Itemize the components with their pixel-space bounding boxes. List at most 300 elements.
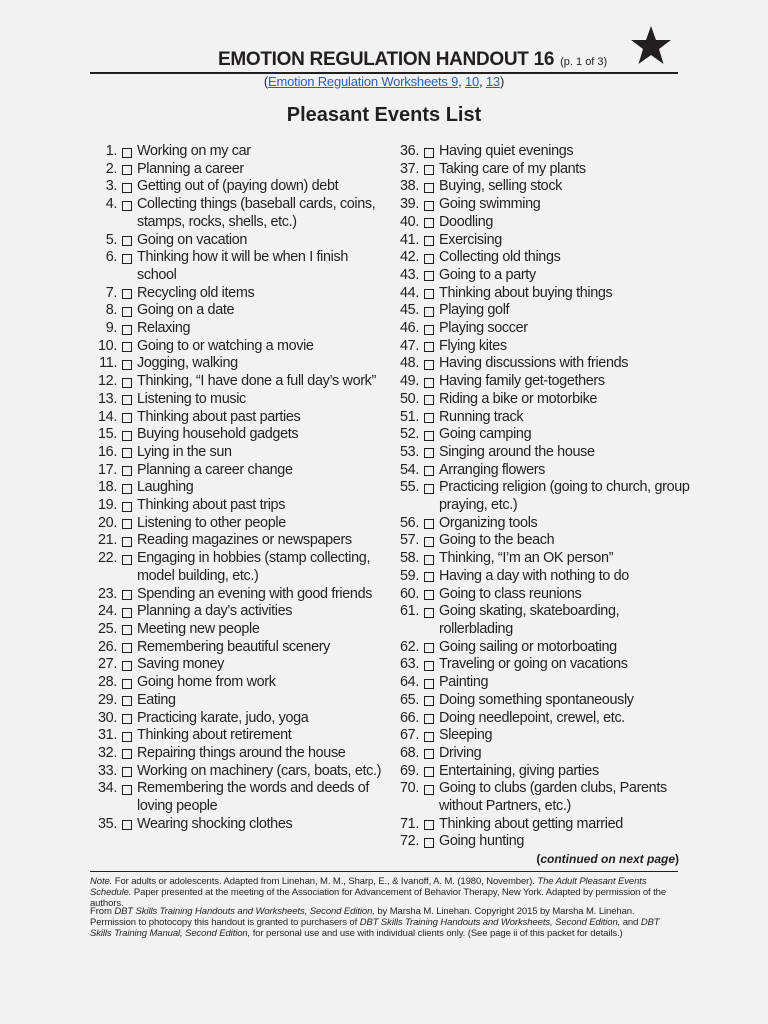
worksheet-link-10[interactable]: 10 (464, 74, 480, 89)
item-label: Planning a career (137, 160, 244, 177)
list-item (88, 780, 388, 815)
item-number: 20. (98, 514, 117, 531)
checkbox-icon[interactable] (424, 714, 434, 724)
item-label: Repairing things around the house (137, 744, 346, 761)
item-label: Eating (137, 691, 176, 708)
list-item (88, 745, 388, 763)
list-item (88, 550, 388, 585)
checkbox-icon[interactable] (122, 820, 132, 830)
copyright-i3: DBT Skills Training Manual, Second Edition, (90, 917, 660, 939)
checkbox-icon[interactable] (424, 165, 434, 175)
checkbox-icon[interactable] (122, 413, 132, 423)
item-number: 57. (400, 532, 419, 549)
checkbox-icon[interactable] (122, 502, 132, 512)
item-number: 71. (400, 815, 419, 832)
list-item (390, 515, 690, 533)
checkbox-icon[interactable] (424, 749, 434, 759)
item-label: Practicing karate, judo, yoga (137, 709, 309, 726)
item-label: Lying in the sun (137, 443, 232, 460)
item-label: Doing something spontaneously (439, 691, 634, 708)
item-number: 70. (400, 780, 419, 797)
item-label: Reading magazines or newspapers (137, 532, 352, 549)
list-item (390, 656, 690, 674)
list-item (390, 568, 690, 586)
item-label: Thinking about buying things (439, 284, 613, 301)
checkbox-icon[interactable] (424, 271, 434, 281)
worksheet-references (0, 74, 768, 89)
list-item (88, 161, 388, 179)
checkbox-icon[interactable] (424, 183, 434, 193)
list-item (390, 302, 690, 320)
list-item (88, 143, 388, 161)
item-number: 72. (400, 833, 419, 850)
item-number: 8. (105, 302, 117, 319)
handout-header (90, 46, 678, 74)
page-indicator: (p. 1 of 3) (560, 56, 608, 68)
item-label: Running track (439, 408, 524, 425)
list-item (390, 249, 690, 267)
item-label: Taking care of my plants (439, 160, 586, 177)
item-number: 59. (400, 567, 419, 584)
list-item (390, 196, 690, 214)
item-number: 27. (98, 656, 117, 673)
item-label: Thinking how it will be when I finish school (137, 249, 349, 283)
item-label: Playing soccer (439, 320, 528, 337)
events-list-right (390, 143, 690, 851)
checkbox-icon[interactable] (424, 307, 434, 317)
item-label: Going home from work (137, 674, 276, 691)
item-number: 23. (98, 585, 117, 602)
item-number: 56. (400, 514, 419, 531)
list-item (88, 391, 388, 409)
list-item (390, 745, 690, 763)
checkbox-icon[interactable] (424, 378, 434, 388)
continued-text: continued on next page (540, 852, 675, 866)
checkbox-icon[interactable] (424, 254, 434, 264)
refs-open: ( (263, 74, 269, 89)
list-item (390, 586, 690, 604)
item-number: 28. (98, 674, 117, 691)
checkbox-icon[interactable] (122, 679, 132, 689)
item-label: Going hunting (439, 833, 525, 850)
checkbox-icon[interactable] (122, 254, 132, 264)
checkbox-icon[interactable] (122, 519, 132, 529)
checkbox-icon[interactable] (122, 236, 132, 246)
item-number: 9. (105, 320, 117, 337)
list-item (390, 603, 690, 638)
copyright-t3: and (620, 917, 641, 928)
item-number: 64. (400, 674, 419, 691)
list-item (390, 355, 690, 373)
item-label: Going to the beach (439, 532, 555, 549)
note-italic: The Adult Pleasant Events Schedule. (90, 876, 647, 898)
checkbox-icon[interactable] (424, 289, 434, 299)
item-label: Buying household gadgets (137, 426, 299, 443)
item-number: 35. (98, 815, 117, 832)
item-number: 46. (400, 320, 419, 337)
checkbox-icon[interactable] (122, 378, 132, 388)
checkbox-icon[interactable] (424, 431, 434, 441)
item-label: Recycling old items (137, 284, 255, 301)
item-label: Having a day with nothing to do (439, 567, 629, 584)
copyright-t4: for personal use and use with individual clients only. (See page ii of this packet for details.) (250, 928, 623, 939)
checkbox-icon[interactable] (424, 555, 434, 565)
checkbox-icon[interactable] (424, 413, 434, 423)
list-item (390, 338, 690, 356)
item-label: Collecting things (baseball cards, coins, stamps, rocks, shells, etc.) (137, 196, 376, 230)
item-number: 22. (98, 550, 117, 567)
item-label: Thinking, “I have done a full day’s work” (137, 373, 376, 390)
checkbox-icon[interactable] (122, 342, 132, 352)
item-number: 13. (98, 390, 117, 407)
item-label: Going on a date (137, 302, 235, 319)
page-title: Pleasant Events List (286, 104, 482, 126)
item-number: 30. (98, 709, 117, 726)
list-item (390, 143, 690, 161)
checkbox-icon[interactable] (424, 732, 434, 742)
item-number: 41. (400, 231, 419, 248)
item-number: 7. (105, 284, 117, 301)
list-item (88, 249, 388, 284)
item-label: Going to or watching a movie (137, 337, 314, 354)
item-number: 19. (98, 497, 117, 514)
checkbox-icon[interactable] (122, 590, 132, 600)
checkbox-icon[interactable] (122, 767, 132, 777)
item-label: Traveling or going on vacations (439, 656, 628, 673)
item-label: Remembering beautiful scenery (137, 638, 331, 655)
item-number: 63. (400, 656, 419, 673)
item-label: Thinking about getting married (439, 815, 623, 832)
list-item (88, 497, 388, 515)
list-item (88, 763, 388, 781)
item-label: Spending an evening with good friends (137, 585, 373, 602)
item-number: 39. (400, 196, 419, 213)
checkbox-icon[interactable] (122, 183, 132, 193)
checkbox-icon[interactable] (424, 395, 434, 405)
continued-open: ( (536, 852, 541, 866)
list-item (390, 780, 690, 815)
item-label: Buying, selling stock (439, 178, 563, 195)
checkbox-icon[interactable] (122, 307, 132, 317)
list-item (88, 479, 388, 497)
item-label: Going swimming (439, 196, 541, 213)
item-label: Practicing religion (going to church, group praying, etc.) (439, 479, 690, 514)
checkbox-icon[interactable] (122, 785, 132, 795)
list-item (88, 196, 388, 231)
list-item (390, 727, 690, 745)
list-item (390, 285, 690, 303)
checkbox-icon[interactable] (424, 838, 434, 848)
item-label: Sleeping (439, 727, 493, 744)
item-number: 67. (400, 727, 419, 744)
item-number: 3. (105, 178, 117, 195)
list-item (88, 285, 388, 303)
item-label: Meeting new people (137, 620, 260, 637)
item-number: 60. (400, 585, 419, 602)
footer-divider (90, 871, 678, 872)
list-item (390, 214, 690, 232)
list-item (390, 479, 690, 514)
list-item (390, 763, 690, 781)
list-item (88, 338, 388, 356)
list-item (88, 355, 388, 373)
copyright-t2: by Marsha M. Linehan. Copyright 2015 by Marsha M. Linehan. Permission to photocopy this handout is granted to purchasers of (90, 906, 635, 928)
checkbox-icon[interactable] (122, 696, 132, 706)
item-label: Engaging in hobbies (stamp collecting, model building, etc.) (137, 550, 371, 584)
list-item (390, 178, 690, 196)
item-label: Working on machinery (cars, boats, etc.) (137, 762, 382, 779)
item-label: Collecting old things (439, 249, 561, 266)
item-number: 66. (400, 709, 419, 726)
checkbox-icon[interactable] (424, 342, 434, 352)
note-text-1: For adults or adolescents. Adapted from Linehan, M. M., Sharp, E., & Ivanoff, A. M. (1980, November). (112, 876, 538, 887)
copyright-i1: DBT Skills Training Handouts and Worksheets, Second Edition, (114, 906, 375, 917)
item-number: 37. (400, 160, 419, 177)
item-label: Having quiet evenings (439, 143, 574, 159)
item-label: Going to class reunions (439, 585, 582, 602)
item-number: 4. (105, 196, 117, 213)
item-label: Thinking about retirement (137, 727, 292, 744)
item-number: 47. (400, 337, 419, 354)
item-label: Laughing (137, 479, 194, 496)
item-number: 18. (98, 479, 117, 496)
item-number: 40. (400, 213, 419, 230)
list-item (88, 532, 388, 550)
checkbox-icon[interactable] (122, 537, 132, 547)
list-item (390, 232, 690, 250)
list-item (390, 426, 690, 444)
item-number: 54. (400, 461, 419, 478)
handout-title-text: EMOTION REGULATION HANDOUT 16 (218, 49, 555, 70)
item-number: 24. (98, 603, 117, 620)
item-label: Riding a bike or motorbike (439, 390, 598, 407)
checkbox-icon[interactable] (424, 661, 434, 671)
item-label: Thinking, “I’m an OK person” (439, 550, 614, 567)
item-label: Remembering the words and deeds of loving people (137, 780, 370, 815)
checkbox-icon[interactable] (424, 519, 434, 529)
checkbox-icon[interactable] (424, 608, 434, 618)
item-number: 10. (98, 337, 117, 354)
item-label: Going sailing or motorboating (439, 638, 617, 655)
item-number: 69. (400, 762, 419, 779)
list-item (390, 373, 690, 391)
item-label: Arranging flowers (439, 461, 546, 478)
checkbox-icon[interactable] (424, 785, 434, 795)
item-number: 17. (98, 461, 117, 478)
list-item (390, 462, 690, 480)
checkbox-icon[interactable] (424, 236, 434, 246)
checkbox-icon[interactable] (122, 608, 132, 618)
item-number: 45. (400, 302, 419, 319)
item-label: Going camping (439, 426, 532, 443)
item-number: 48. (400, 355, 419, 372)
list-item (390, 532, 690, 550)
list-item (88, 444, 388, 462)
note-text-2: Paper presented at the meeting of the Association for Advancement of Behavior Therapy, New York. Adapted by permission of the authors. (90, 887, 667, 909)
item-label: Singing around the house (439, 443, 595, 460)
checkbox-icon[interactable] (424, 484, 434, 494)
list-item (88, 426, 388, 444)
list-item (390, 320, 690, 338)
item-number: 61. (400, 603, 419, 620)
checkbox-icon[interactable] (122, 625, 132, 635)
list-item (390, 816, 690, 834)
checkbox-icon[interactable] (424, 325, 434, 335)
item-number: 68. (400, 744, 419, 761)
list-item (88, 586, 388, 604)
item-label: Going to a party (439, 266, 536, 283)
checkbox-icon[interactable] (122, 360, 132, 370)
copyright-t1: From (90, 906, 115, 917)
item-label: Wearing shocking clothes (137, 815, 293, 832)
item-number: 25. (98, 620, 117, 637)
item-number: 49. (400, 373, 419, 390)
item-number: 12. (98, 373, 117, 390)
list-item (390, 710, 690, 728)
checkbox-icon[interactable] (122, 431, 132, 441)
checkbox-icon[interactable] (122, 148, 132, 158)
checkbox-icon[interactable] (424, 696, 434, 706)
checkbox-icon[interactable] (424, 448, 434, 458)
item-label: Doodling (439, 213, 494, 230)
checkbox-icon[interactable] (424, 820, 434, 830)
item-number: 11. (99, 355, 117, 372)
checkbox-icon[interactable] (424, 201, 434, 211)
list-item (88, 710, 388, 728)
item-label: Doing needlepoint, crewel, etc. (439, 709, 625, 726)
item-number: 2. (105, 160, 117, 177)
item-number: 26. (98, 638, 117, 655)
checkbox-icon[interactable] (122, 448, 132, 458)
list-item (88, 515, 388, 533)
checkbox-icon[interactable] (424, 572, 434, 582)
item-label: Thinking about past parties (137, 408, 301, 425)
list-item (88, 727, 388, 745)
note-label: Note. (90, 876, 113, 887)
list-item (88, 816, 388, 834)
item-label: Going to clubs (garden clubs, Parents without Partners, etc.) (439, 780, 667, 815)
copyright-i2: DBT Skills Training Handouts and Worksheets, Second Edition, (359, 917, 621, 928)
item-number: 42. (400, 249, 419, 266)
checkbox-icon[interactable] (424, 767, 434, 777)
continued-close: ) (675, 852, 679, 866)
checkbox-icon[interactable] (424, 679, 434, 689)
checkbox-icon[interactable] (122, 555, 132, 565)
item-number: 65. (400, 691, 419, 708)
item-label: Organizing tools (439, 514, 538, 531)
item-label: Exercising (439, 231, 502, 248)
item-number: 53. (400, 443, 419, 460)
item-label: Painting (439, 674, 489, 691)
checkbox-icon[interactable] (424, 360, 434, 370)
item-label: Planning a day’s activities (137, 603, 293, 620)
item-number: 15. (98, 426, 117, 443)
list-item (390, 391, 690, 409)
list-item (88, 232, 388, 250)
item-label: Flying kites (439, 337, 507, 354)
checkbox-icon[interactable] (122, 749, 132, 759)
list-item (390, 692, 690, 710)
list-item (88, 639, 388, 657)
list-item (390, 639, 690, 657)
list-item (390, 550, 690, 568)
item-number: 5. (105, 231, 117, 248)
worksheet-link-9[interactable]: Emotion Regulation Worksheets 9 (268, 74, 459, 89)
item-number: 50. (400, 390, 419, 407)
checkbox-icon[interactable] (424, 590, 434, 600)
item-label: Saving money (137, 656, 224, 673)
list-item (88, 692, 388, 710)
checkbox-icon[interactable] (122, 395, 132, 405)
item-number: 6. (105, 249, 117, 266)
list-item (390, 409, 690, 427)
item-label: Going on vacation (137, 231, 248, 248)
checkbox-icon[interactable] (122, 325, 132, 335)
item-number: 29. (98, 691, 117, 708)
item-number: 31. (98, 727, 117, 744)
checkbox-icon[interactable] (122, 201, 132, 211)
item-number: 16. (98, 443, 117, 460)
item-number: 58. (400, 550, 419, 567)
item-label: Playing golf (439, 302, 510, 319)
item-number: 43. (400, 266, 419, 283)
source-note (90, 876, 680, 909)
item-label: Getting out of (paying down) debt (137, 178, 339, 195)
checkbox-icon[interactable] (122, 484, 132, 494)
star-icon (630, 24, 672, 66)
checkbox-icon[interactable] (122, 714, 132, 724)
checkbox-icon[interactable] (424, 218, 434, 228)
refs-close: ) (499, 74, 505, 89)
copyright-notice (90, 906, 680, 939)
item-label: Listening to other people (137, 514, 286, 531)
list-item (390, 674, 690, 692)
item-label: Working on my car (137, 143, 251, 159)
checkbox-icon[interactable] (122, 661, 132, 671)
item-label: Thinking about past trips (137, 497, 286, 514)
worksheet-link-13[interactable]: 13 (485, 74, 500, 89)
checkbox-icon[interactable] (424, 148, 434, 158)
item-number: 33. (98, 762, 117, 779)
handout-title (218, 49, 607, 71)
checkbox-icon[interactable] (122, 289, 132, 299)
checkbox-icon[interactable] (122, 643, 132, 653)
item-label: Entertaining, giving parties (439, 762, 599, 779)
item-number: 14. (98, 408, 117, 425)
continued-note (388, 852, 679, 866)
item-label: Planning a career change (137, 461, 293, 478)
checkbox-icon[interactable] (424, 643, 434, 653)
item-number: 21. (98, 532, 117, 549)
list-item (390, 161, 690, 179)
list-item (88, 409, 388, 427)
item-number: 38. (400, 178, 419, 195)
checkbox-icon[interactable] (122, 466, 132, 476)
list-item (88, 178, 388, 196)
checkbox-icon[interactable] (122, 165, 132, 175)
checkbox-icon[interactable] (424, 537, 434, 547)
item-label: Having discussions with friends (439, 355, 629, 372)
item-number: 55. (400, 479, 419, 496)
item-number: 51. (400, 408, 419, 425)
item-number: 62. (400, 638, 419, 655)
refs-sep-1: , (458, 74, 465, 89)
item-number: 32. (98, 744, 117, 761)
list-item (88, 373, 388, 391)
checkbox-icon[interactable] (424, 466, 434, 476)
item-label: Driving (439, 744, 482, 761)
checkbox-icon[interactable] (122, 732, 132, 742)
